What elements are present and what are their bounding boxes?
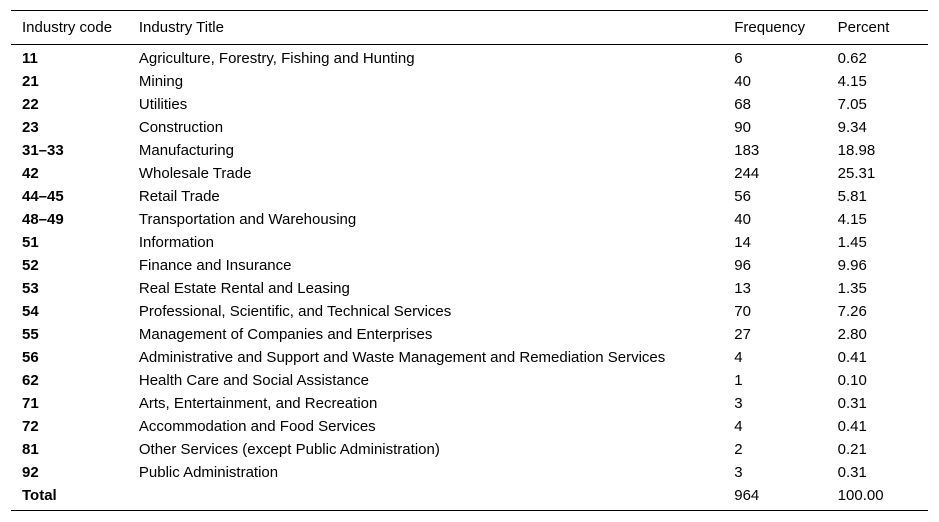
industry-title-cell: Arts, Entertainment, and Recreation <box>138 395 378 412</box>
industry-title-cell: Transportation and Warehousing <box>138 211 357 228</box>
table-row <box>11 231 928 254</box>
industry-title-cell <box>139 484 734 511</box>
percent-cell: 1.35 <box>837 280 867 297</box>
percent-cell: 100.00 <box>837 487 884 504</box>
industry-code-cell: 22 <box>22 96 39 113</box>
industry-title-cell: Management of Companies and Enterprises <box>138 326 433 343</box>
industry-title-cell: Accommodation and Food Services <box>138 418 376 435</box>
percent-cell: 7.26 <box>837 303 867 320</box>
percent-cell: 2.80 <box>837 326 867 343</box>
frequency-cell: 1 <box>734 372 743 389</box>
industry-title-cell: Administrative and Support and Waste Management and Remediation Services <box>138 349 666 366</box>
industry-code-cell: 11 <box>22 50 38 67</box>
frequency-cell: 964 <box>734 487 760 504</box>
percent-cell: 25.31 <box>837 165 876 182</box>
table-row <box>11 254 928 277</box>
percent-cell: 0.31 <box>837 464 867 481</box>
industry-title-cell: Wholesale Trade <box>138 165 252 182</box>
industry-code-cell: 72 <box>22 418 39 435</box>
table-row <box>11 438 928 461</box>
industry-title-cell: Professional, Scientific, and Technical Services <box>138 303 452 320</box>
industry-code-cell: 62 <box>22 372 39 389</box>
industry-title-cell: Health Care and Social Assistance <box>138 372 370 389</box>
frequency-cell: 13 <box>734 280 751 297</box>
industry-code-cell: 55 <box>22 326 39 343</box>
table-header <box>11 11 928 45</box>
industry-title-cell: Finance and Insurance <box>138 257 292 274</box>
frequency-cell: 90 <box>734 119 751 136</box>
industry-code-cell: 31–33 <box>22 142 64 159</box>
header-row <box>11 11 928 45</box>
table-row <box>11 392 928 415</box>
frequency-cell: 3 <box>734 395 743 412</box>
frequency-cell: 14 <box>734 234 751 251</box>
industry-table <box>11 10 928 511</box>
industry-code-cell: 56 <box>22 349 39 366</box>
frequency-cell: 6 <box>734 50 743 67</box>
industry-code-cell: 48–49 <box>22 211 64 228</box>
industry-title-cell: Information <box>138 234 214 251</box>
table-body <box>11 45 928 511</box>
industry-table-container <box>11 10 928 511</box>
table-row <box>11 300 928 323</box>
table-row <box>11 162 928 185</box>
industry-code-cell: 71 <box>22 395 39 412</box>
percent-cell: 0.41 <box>837 418 867 435</box>
frequency-cell: 96 <box>734 257 751 274</box>
industry-title-cell: Public Administration <box>138 464 279 481</box>
table-row <box>11 45 928 71</box>
frequency-cell: 40 <box>734 73 751 90</box>
table-row <box>11 277 928 300</box>
table-row <box>11 415 928 438</box>
percent-cell: 4.15 <box>837 211 867 228</box>
frequency-cell: 2 <box>734 441 743 458</box>
header-percent: Percent <box>837 19 890 36</box>
industry-title-cell: Other Services (except Public Administration) <box>138 441 440 458</box>
frequency-cell: 68 <box>734 96 751 113</box>
frequency-cell: 40 <box>734 211 751 228</box>
frequency-cell: 244 <box>734 165 760 182</box>
header-industry-title: Industry Title <box>138 19 224 36</box>
percent-cell: 0.31 <box>837 395 867 412</box>
percent-cell: 9.34 <box>837 119 867 136</box>
percent-cell: 7.05 <box>837 96 867 113</box>
industry-code-cell: 42 <box>22 165 39 182</box>
industry-title-cell: Agriculture, Forestry, Fishing and Hunting <box>138 50 415 67</box>
industry-code-cell: 92 <box>22 464 39 481</box>
table-row <box>11 461 928 484</box>
industry-code-cell: 44–45 <box>22 188 64 205</box>
table-row <box>11 70 928 93</box>
table-row <box>11 185 928 208</box>
header-frequency: Frequency <box>734 19 806 36</box>
percent-cell: 9.96 <box>837 257 867 274</box>
percent-cell: 0.41 <box>837 349 867 366</box>
industry-title-cell: Manufacturing <box>138 142 234 159</box>
table-row <box>11 139 928 162</box>
table-row <box>11 369 928 392</box>
percent-cell: 5.81 <box>837 188 867 205</box>
industry-code-cell: 81 <box>22 441 39 458</box>
industry-code-cell: 54 <box>22 303 39 320</box>
table-row <box>11 323 928 346</box>
percent-cell: 18.98 <box>837 142 876 159</box>
table-row <box>11 116 928 139</box>
industry-code-cell: 52 <box>22 257 39 274</box>
industry-title-cell: Retail Trade <box>138 188 220 205</box>
industry-title-cell: Real Estate Rental and Leasing <box>138 280 350 297</box>
header-industry-code: Industry code <box>22 19 113 36</box>
frequency-cell: 27 <box>734 326 751 343</box>
industry-title-cell: Construction <box>138 119 224 136</box>
frequency-cell: 56 <box>734 188 751 205</box>
frequency-cell: 70 <box>734 303 751 320</box>
industry-code-cell: 51 <box>22 234 39 251</box>
frequency-cell: 4 <box>734 349 743 366</box>
industry-title-cell: Mining <box>138 73 184 90</box>
percent-cell: 0.21 <box>837 441 867 458</box>
table-row <box>11 93 928 116</box>
industry-title-cell: Utilities <box>138 96 188 113</box>
frequency-cell: 183 <box>734 142 760 159</box>
industry-code-cell: 21 <box>22 73 39 90</box>
percent-cell: 1.45 <box>837 234 867 251</box>
industry-code-cell: 23 <box>22 119 39 136</box>
percent-cell: 0.62 <box>837 50 867 67</box>
frequency-cell: 4 <box>734 418 743 435</box>
percent-cell: 0.10 <box>837 372 867 389</box>
industry-code-cell: Total <box>22 487 57 504</box>
percent-cell: 4.15 <box>837 73 867 90</box>
table-row <box>11 346 928 369</box>
table-row <box>11 484 928 511</box>
industry-code-cell: 53 <box>22 280 39 297</box>
frequency-cell: 3 <box>734 464 743 481</box>
table-row <box>11 208 928 231</box>
